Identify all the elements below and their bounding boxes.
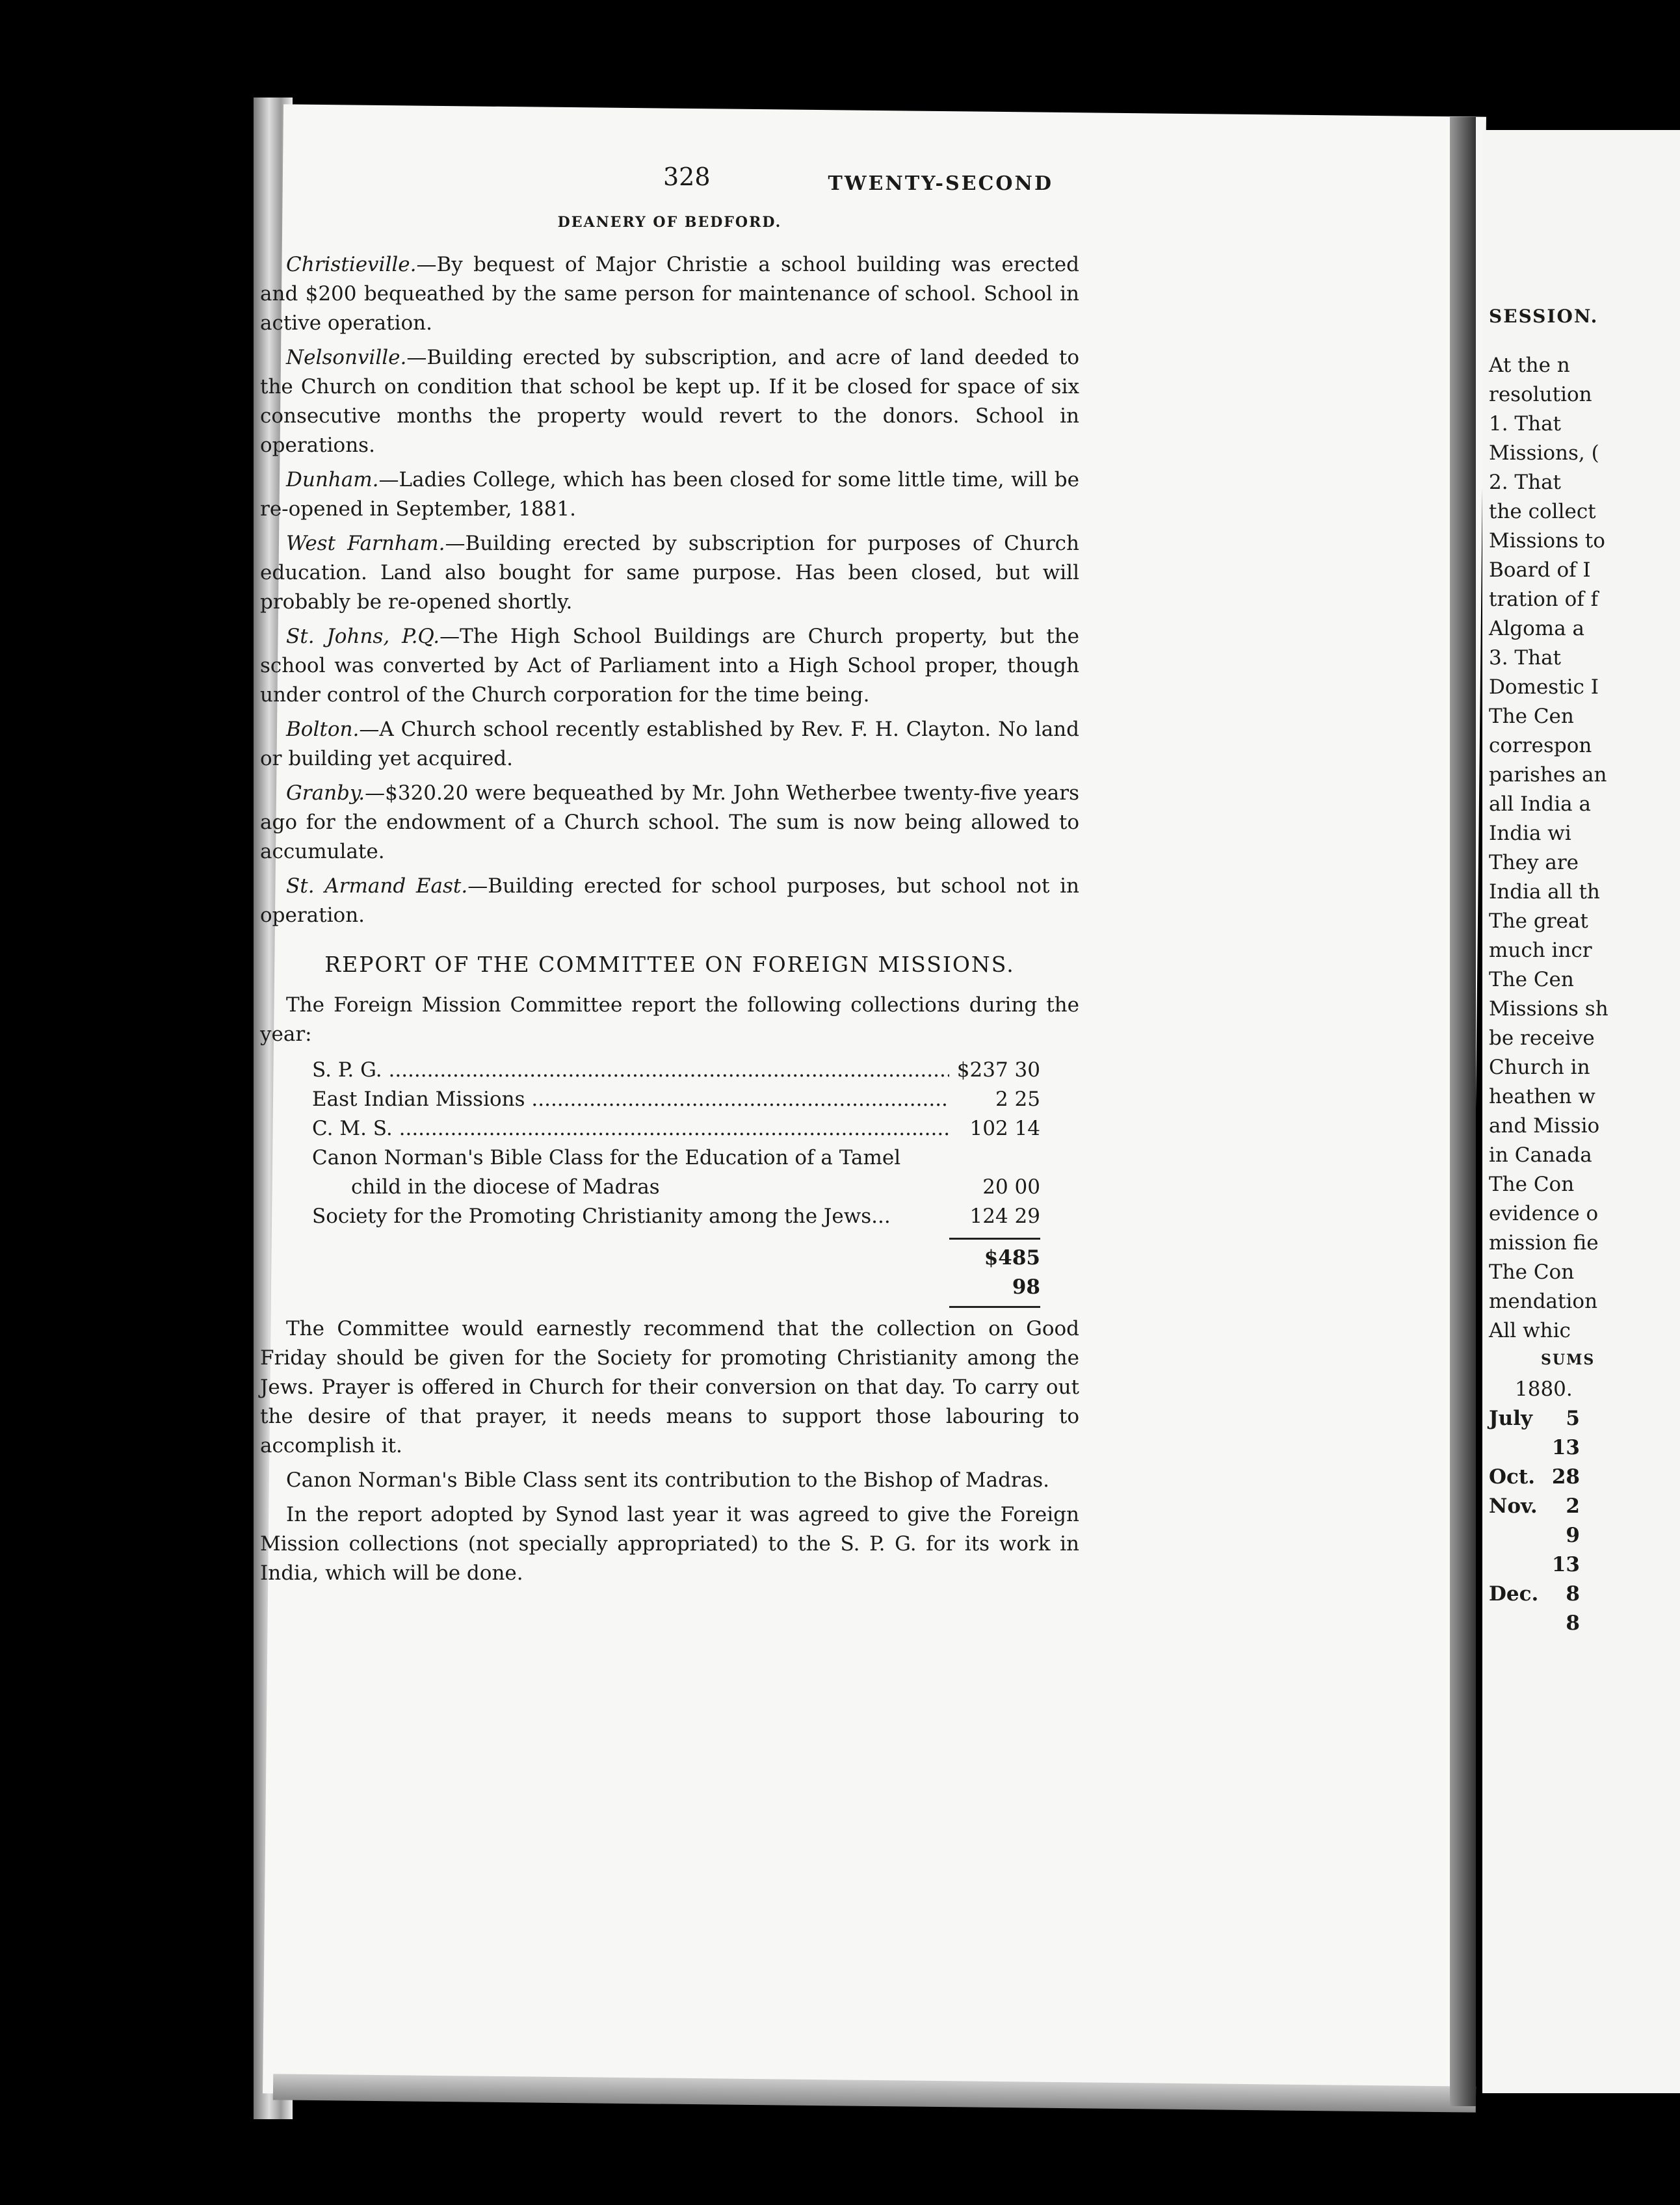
entry-text: —$320.20 were bequeathed by Mr. John Wetherbee twenty-five years ago for the endowment of a Church school. The sum is now being allowed to accumulate. <box>260 781 1079 863</box>
collection-row <box>312 1056 1040 1085</box>
entry-place: St. Johns, P.Q. <box>286 625 440 648</box>
right-line: All whic <box>1489 1319 1571 1342</box>
entry-bolton <box>260 715 1079 774</box>
right-line: mendation <box>1489 1290 1598 1313</box>
page-number: 328 <box>663 163 711 191</box>
date-day: 13 <box>1551 1436 1580 1459</box>
right-line: The Cen <box>1489 968 1574 991</box>
right-line: resolution <box>1489 383 1592 406</box>
date-day: 9 <box>1566 1524 1580 1547</box>
date-day: 5 <box>1566 1407 1580 1430</box>
right-page <box>1482 130 1680 2093</box>
date-day: 8 <box>1566 1582 1580 1606</box>
right-line: 3. That <box>1489 646 1562 670</box>
collection-row <box>312 1085 1040 1114</box>
right-line: The Cen <box>1489 705 1574 728</box>
entry-place: Granby. <box>286 781 365 805</box>
right-line: Missions, ( <box>1489 441 1599 465</box>
date-day: 28 <box>1551 1465 1580 1489</box>
book-gutter <box>1450 117 1476 2106</box>
date-row <box>1489 1463 1680 1492</box>
entry-text: —The High School Buildings are Church property, but the school was converted by Act of Parliament into a High School proper, though under control of the Church corporation for the time being. <box>260 625 1079 707</box>
date-month: Dec. <box>1489 1582 1539 1606</box>
entry-nelsonville <box>260 343 1079 460</box>
date-month <box>1489 1550 1547 1580</box>
entry-place: Bolton. <box>286 718 360 741</box>
entry-place: Dunham. <box>286 468 379 491</box>
date-row <box>1489 1404 1680 1433</box>
sums-year: 1880. <box>1515 1377 1573 1401</box>
right-line: 2. That <box>1489 471 1562 494</box>
date-month <box>1489 1433 1547 1463</box>
right-line: evidence o <box>1489 1202 1599 1225</box>
right-line: Domestic I <box>1489 675 1599 699</box>
date-row <box>1489 1492 1680 1521</box>
entry-place: West Farnham. <box>286 532 445 555</box>
date-month <box>1489 1609 1547 1638</box>
date-row <box>1489 1580 1680 1609</box>
right-line: in Canada <box>1489 1143 1592 1167</box>
right-page-text <box>1489 351 1680 1638</box>
entry-dunham <box>260 465 1079 524</box>
date-row <box>1489 1550 1680 1580</box>
entry-st-armand-east <box>260 872 1079 930</box>
entry-text: —A Church school recently established by Rev. F. H. Clayton. No land or building yet acquired. <box>260 718 1079 770</box>
right-line: Algoma a <box>1489 617 1585 640</box>
report-title: REPORT OF THE COMMITTEE ON FOREIGN MISSIONS. <box>324 952 1015 977</box>
left-page-content <box>260 163 1079 1593</box>
collection-row <box>312 1114 1040 1143</box>
date-row <box>1489 1433 1680 1463</box>
right-line: be receive <box>1489 1026 1595 1050</box>
right-line: The Con <box>1489 1173 1575 1196</box>
collection-label: Society for the Promoting Christianity among the Jews... <box>312 1205 891 1228</box>
right-line: The Con <box>1489 1260 1575 1284</box>
entry-st-johns <box>260 622 1079 710</box>
sums-heading: SUMS <box>1541 1351 1595 1368</box>
entry-place: Nelsonville. <box>286 346 407 369</box>
right-line: 1. That <box>1489 412 1562 436</box>
date-day: 13 <box>1551 1553 1580 1576</box>
entry-text: —Ladies College, which has been closed for some little time, will be re-opened in September, 1881. <box>260 468 1079 521</box>
date-row <box>1489 1521 1680 1550</box>
right-line: all India a <box>1489 792 1591 816</box>
collection-label-line2: child in the diocese of Madras <box>351 1175 660 1199</box>
collection-amount: 2 25 <box>995 1088 1040 1111</box>
date-row <box>1489 1609 1680 1638</box>
right-line: correspon <box>1489 734 1592 757</box>
collection-label-line1: Canon Norman's Bible Class for the Education of a Tamel <box>312 1146 901 1169</box>
right-line: India wi <box>1489 822 1571 845</box>
entry-text: —Building erected by subscription for purposes of Church education. Land also bought for same purpose. Has been closed, but will probably be re-opened shortly. <box>260 532 1079 614</box>
entry-christieville <box>260 250 1079 338</box>
total-amount: $485 98 <box>949 1238 1040 1308</box>
entry-text: —Building erected for school purposes, but school not in operation. <box>260 874 1080 927</box>
collection-label: East Indian Missions ..... <box>312 1085 949 1114</box>
collection-row <box>312 1143 1040 1202</box>
right-line: Missions to <box>1489 529 1605 553</box>
collection-label <box>312 1143 949 1202</box>
right-session-label: SESSION. <box>1489 306 1599 327</box>
collection-amount: 124 29 <box>969 1205 1040 1228</box>
right-line: parishes an <box>1489 763 1607 787</box>
entry-place: Christieville. <box>286 253 417 276</box>
right-line: The great <box>1489 909 1588 933</box>
right-line: At the n <box>1489 354 1570 377</box>
right-line: Missions sh <box>1489 997 1608 1021</box>
report-intro: The Foreign Mission Committee report the following collections during the year: <box>260 993 1079 1046</box>
right-line: the collect <box>1489 500 1596 523</box>
paragraph-synod-report: In the report adopted by Synod last year it was agreed to give the Foreign Mission collections (not specially appropriated) to the S. P. G. for its work in India, which will be done. <box>260 1503 1079 1585</box>
right-line: much incr <box>1489 939 1592 962</box>
paragraph-bible-class: Canon Norman's Bible Class sent its contribution to the Bishop of Madras. <box>286 1468 1049 1492</box>
date-month <box>1489 1521 1547 1550</box>
right-line: tration of f <box>1489 588 1599 611</box>
entry-granby <box>260 779 1079 867</box>
right-line: Board of I <box>1489 558 1591 582</box>
section-heading: DEANERY OF BEDFORD. <box>557 214 782 231</box>
entry-text: —By bequest of Major Christie a school building was erected and $200 bequeathed by the same person for maintenance of school. School in active operation. <box>260 253 1079 335</box>
date-day: 8 <box>1566 1611 1580 1635</box>
collection-amount: 20 00 <box>982 1175 1040 1199</box>
right-line: mission fie <box>1489 1231 1599 1255</box>
right-line: India all th <box>1489 880 1600 904</box>
right-line: Church in <box>1489 1056 1590 1079</box>
entry-west-farnham <box>260 529 1079 617</box>
collection-amount: 102 14 <box>969 1117 1040 1140</box>
collection-label: C. M. S. ..... <box>312 1114 949 1143</box>
entry-place: St. Armand East. <box>286 874 468 898</box>
collections-list <box>312 1056 1040 1308</box>
right-line: They are <box>1489 851 1579 874</box>
date-month: July <box>1489 1407 1532 1430</box>
date-day: 2 <box>1566 1494 1580 1518</box>
session-title: TWENTY-SECOND <box>828 172 1053 195</box>
date-month: Oct. <box>1489 1465 1535 1489</box>
paragraph-good-friday: The Committee would earnestly recommend that the collection on Good Friday should be given for the Society for promoting Christianity among the Jews. Prayer is offered in Church for their conversion on that day. To carry out the desire of that prayer, it needs means to support those labouring to accomplish it. <box>260 1317 1079 1457</box>
collection-amount: $237 30 <box>956 1058 1040 1082</box>
running-head <box>260 163 1079 202</box>
entry-text: —Building erected by subscription, and acre of land deeded to the Church on condition that school be kept up. If it be closed for space of six consecutive months the property would revert to the donors. School in operations. <box>260 346 1079 457</box>
total-row <box>312 1238 1040 1308</box>
collection-row <box>312 1202 1040 1231</box>
collection-label: S. P. G. ..... <box>312 1056 949 1085</box>
right-line: heathen w <box>1489 1085 1595 1108</box>
date-month: Nov. <box>1489 1494 1538 1518</box>
right-line: and Missio <box>1489 1114 1600 1138</box>
